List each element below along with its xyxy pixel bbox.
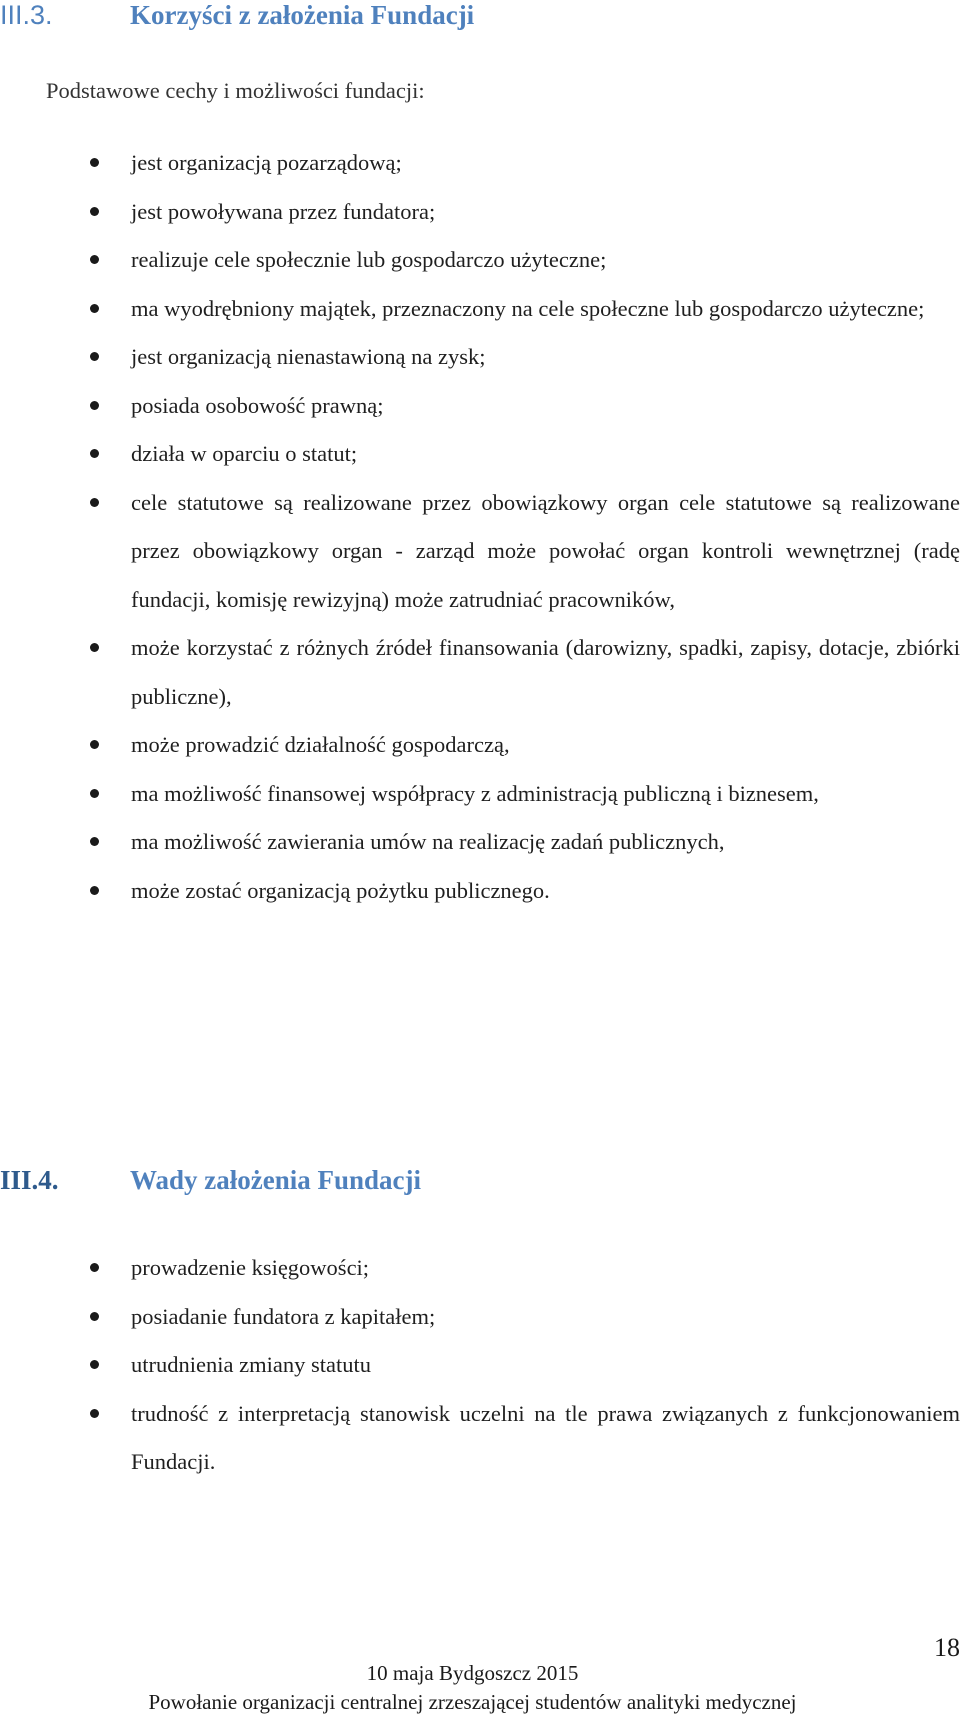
list-item: [0, 430, 960, 479]
list-item: [0, 1244, 960, 1293]
section-number: III.4.: [0, 1165, 59, 1195]
bullet-icon: [90, 158, 99, 167]
list-item-text: jest powoływana przez fundatora;: [131, 198, 436, 224]
benefits-list: [0, 139, 960, 915]
section-number: III.3.: [0, 0, 53, 30]
list-item: [0, 1341, 960, 1390]
bullet-icon: [90, 643, 99, 652]
bullet-icon: [90, 1360, 99, 1369]
bullet-icon: [90, 352, 99, 361]
list-item: [0, 139, 960, 188]
intro-paragraph: Podstawowe cechy i możliwości fundacji:: [46, 78, 425, 103]
page-number: 18: [934, 1633, 960, 1662]
list-item-text: cele statutowe są realizowane przez obowiązkowy organ cele statutowe są realizowane przez obowiązkowy organ - zarząd może powołać organ kontroli wewnętrznej (radę fundacji, komisję rewizyjną) może zatrudniać pracowników,: [131, 489, 960, 612]
bullet-icon: [90, 304, 99, 313]
bullet-icon: [90, 1263, 99, 1272]
bullet-icon: [90, 207, 99, 216]
bullet-icon: [90, 401, 99, 410]
list-item: [0, 285, 960, 334]
section-title: Korzyści z założenia Fundacji: [130, 0, 475, 30]
list-item-text: trudność z interpretacją stanowisk uczelni na tle prawa związanych z funkcjonowaniem Fundacji.: [131, 1400, 960, 1474]
bullet-icon: [90, 255, 99, 264]
list-item: [0, 479, 960, 625]
list-item-text: posiadanie fundatora z kapitałem;: [131, 1303, 436, 1329]
list-item-text: ma wyodrębniony majątek, przeznaczony na cele społeczne lub gospodarczo użyteczne;: [131, 295, 925, 321]
list-item-text: utrudnienia zmiany statutu: [131, 1352, 371, 1377]
list-item: [0, 1293, 960, 1342]
list-item-text: ma możliwość finansowej współpracy z administracją publiczną i biznesem,: [131, 780, 819, 806]
list-item: [0, 770, 960, 819]
list-item: [0, 188, 960, 237]
list-item: [0, 818, 960, 867]
list-item: [0, 333, 960, 382]
bullet-icon: [90, 789, 99, 798]
list-item: [0, 867, 960, 916]
list-item-text: jest organizacją nienastawioną na zysk;: [131, 344, 486, 369]
list-item: [0, 236, 960, 285]
drawbacks-list: [0, 1244, 960, 1487]
list-item: [0, 382, 960, 431]
list-item-text: może zostać organizacją pożytku publicznego.: [131, 877, 550, 903]
list-item: [0, 1390, 960, 1487]
list-item-text: może korzystać z różnych źródeł finansowania (darowizny, spadki, zapisy, dotacje, zbiórki publiczne),: [131, 635, 960, 709]
bullet-icon: [90, 449, 99, 458]
list-item: [0, 721, 960, 770]
list-item-text: działa w oparciu o statut;: [131, 441, 358, 466]
bullet-icon: [90, 1312, 99, 1321]
bullet-icon: [90, 740, 99, 749]
section-title: Wady założenia Fundacji: [130, 1165, 422, 1195]
footer-title: Powołanie organizacji centralnej zrzeszającej studentów analityki medycznej: [148, 1690, 797, 1714]
list-item-text: ma możliwość zawierania umów na realizację zadań publicznych,: [131, 829, 725, 854]
list-item-text: prowadzenie księgowości;: [131, 1255, 370, 1280]
bullet-icon: [90, 498, 99, 507]
footer-date: 10 maja Bydgoszcz 2015: [366, 1661, 579, 1685]
bullet-icon: [90, 1409, 99, 1418]
list-item-text: posiada osobowość prawną;: [131, 392, 384, 418]
list-item-text: jest organizacją pozarządową;: [131, 150, 402, 175]
list-item: [0, 624, 960, 721]
bullet-icon: [90, 886, 99, 895]
list-item-text: realizuje cele społecznie lub gospodarczo użyteczne;: [131, 247, 607, 272]
bullet-icon: [90, 837, 99, 846]
list-item-text: może prowadzić działalność gospodarczą,: [131, 732, 510, 757]
